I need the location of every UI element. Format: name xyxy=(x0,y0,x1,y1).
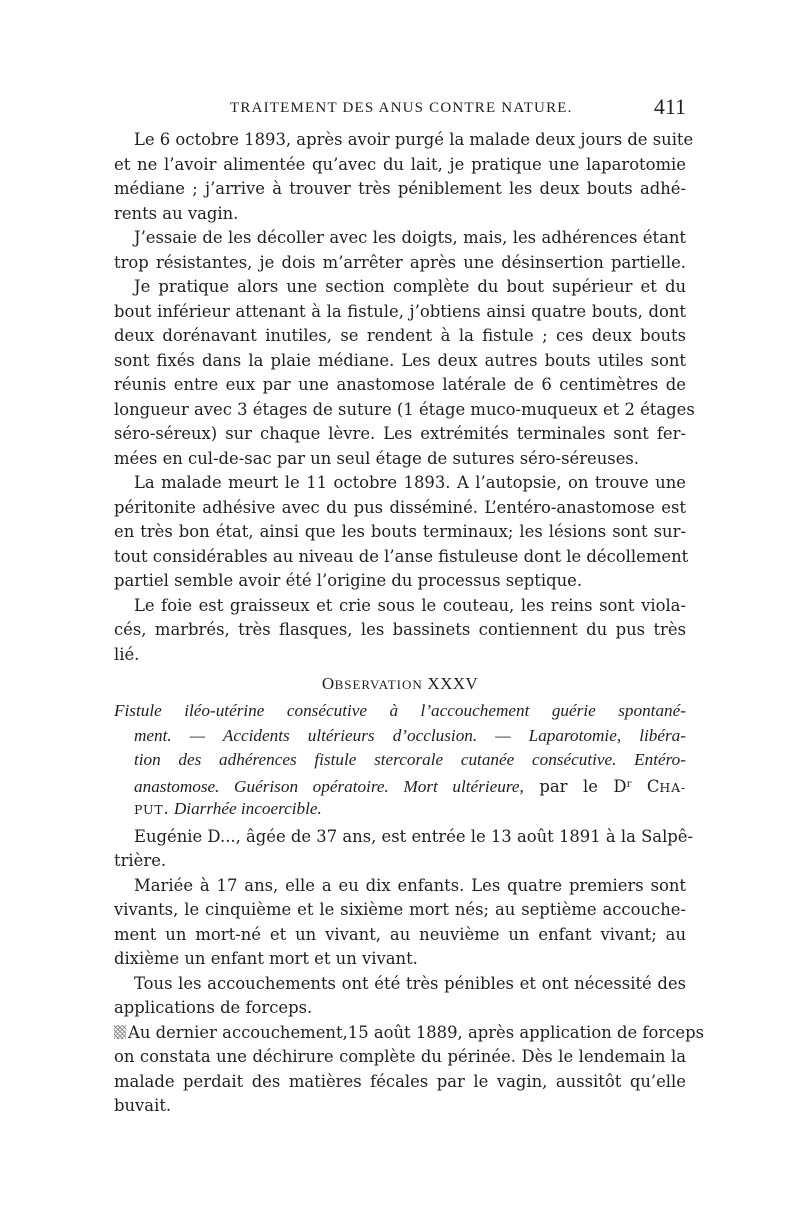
text-line: Eugénie D..., âgée de 37 ans, est entrée le 13 août 1891 à la Salpê- xyxy=(134,826,694,846)
summary-italic-part: anastomose. Guérison opératoire. Mort ultérieure, xyxy=(134,776,524,796)
text-line: Je pratique alors une section complète du bout supérieur et du xyxy=(134,277,686,296)
text-line-content: Au dernier accouchement,15 août 1889, après application de forceps xyxy=(128,1022,704,1042)
text-line: lié. xyxy=(114,644,140,664)
print-blemish-icon xyxy=(114,1025,126,1039)
summary-line: Fistule iléo-utérine consécutive à l’accouchement guérie spontané- xyxy=(114,701,686,720)
text-line: en très bon état, ainsi que les bouts terminaux; les lésions sont sur- xyxy=(114,522,686,541)
text-line: partiel semble avoir été l’origine du processus septique. xyxy=(114,571,583,590)
text-line: buvait. xyxy=(114,1096,172,1115)
summary-name-initial: C xyxy=(631,776,660,796)
text-line: trière. xyxy=(114,851,167,870)
summary-line: ment. — Accidents ultérieurs d’occlusion. — Laparotomie, libéra- xyxy=(134,725,686,745)
text-line: Le 6 octobre 1893, après avoir purgé la malade deux jours de suite xyxy=(134,130,694,149)
heading-initial: O xyxy=(321,674,335,693)
book-page xyxy=(114,94,704,1119)
page-number: 411 xyxy=(653,94,686,119)
heading-smallcaps: BSERVATION xyxy=(334,677,423,692)
text-line: vivants, le cinquième et le sixième mort nés; au septième accouche- xyxy=(114,900,686,919)
paragraph xyxy=(114,226,686,275)
summary-name-smallcaps: HA- xyxy=(659,779,686,795)
text-line: Tous les accouchements ont été très pénibles et ont nécessité des xyxy=(134,973,686,993)
text-line: on constata une déchirure complète du périnée. Dès le lendemain la xyxy=(114,1047,686,1066)
heading-number: XXXV xyxy=(427,674,479,693)
summary-line: tion des adhérences fistule stercorale cutanée consécutive. Entéro- xyxy=(134,750,686,769)
paragraph xyxy=(114,825,694,874)
text-line: deux dorénavant inutiles, se rendent à la fistule ; ces deux bouts xyxy=(114,326,686,345)
running-header xyxy=(114,94,686,126)
text-line: trop résistantes, je dois m’arrêter après une désinsertion partielle. xyxy=(114,252,686,272)
text-line: longueur avec 3 étages de suture (1 étage muco-muqueux et 2 étages xyxy=(114,399,695,419)
summary-line xyxy=(114,773,686,798)
text-line: et ne l’avoir alimentée qu’avec du lait, je pratique une laparotomie xyxy=(114,154,686,174)
text-line: tout considérables au niveau de l’anse fistuleuse dont le décollement xyxy=(114,546,689,566)
paragraph xyxy=(114,471,689,594)
running-title: TRAITEMENT DES ANUS CONTRE NATURE. xyxy=(230,100,573,116)
text-line: Le foie est graisseux et crie sous le couteau, les reins sont viola- xyxy=(134,595,686,615)
text-line: mées en cul-de-sac par un seul étage de sutures séro-séreuses. xyxy=(114,448,640,468)
text-line: cés, marbrés, très flasques, les bassinets contiennent du pus très xyxy=(114,620,686,639)
summary-line xyxy=(114,797,686,822)
text-line: sont fixés dans la plaie médiane. Les deux autres bouts utiles sont xyxy=(114,350,686,370)
text-line: séro-séreux) sur chaque lèvre. Les extrémités terminales sont fer- xyxy=(114,424,686,443)
text-line xyxy=(114,1021,704,1046)
text-line: rents au vagin. xyxy=(114,203,239,223)
paragraph xyxy=(114,128,694,226)
text-line: bout inférieur attenant à la fistule, j’obtiens ainsi quatre bouts, dont xyxy=(114,301,686,321)
summary-name-continued: PUT xyxy=(134,802,164,817)
text-line: péritonite adhésive avec du pus disséminé. L’entéro-anastomose est xyxy=(114,497,686,517)
text-line: Mariée à 17 ans, elle a eu dix enfants. Les quatre premiers sont xyxy=(134,875,686,895)
observation-heading xyxy=(114,669,686,699)
paragraph xyxy=(114,874,686,972)
text-line: malade perdait des matières fécales par le vagin, aussitôt qu’elle xyxy=(114,1071,686,1091)
summary-author-prefix: par le D xyxy=(523,776,627,796)
text-line: applications de forceps. xyxy=(114,998,313,1017)
paragraph xyxy=(114,594,686,668)
paragraph xyxy=(114,972,686,1021)
text-line: réunis entre eux par une anastomose latérale de 6 centimètres de xyxy=(114,375,686,394)
text-line: ment un mort-né et un vivant, au neuvième un enfant vivant; au xyxy=(114,924,686,944)
summary-final-italic: Diarrhée incoercible. xyxy=(173,799,322,818)
summary-period: . xyxy=(163,799,174,818)
summary-sup: r xyxy=(626,778,632,790)
text-line: médiane ; j’arrive à trouver très péniblement les deux bouts adhé- xyxy=(114,179,686,198)
observation-summary xyxy=(114,699,686,822)
text-line: La malade meurt le 11 octobre 1893. A l’autopsie, on trouve une xyxy=(134,473,686,492)
paragraph xyxy=(114,1021,704,1119)
text-line: J’essaie de les décoller avec les doigts, mais, les adhérences étant xyxy=(134,228,686,247)
paragraph xyxy=(114,275,695,471)
text-line: dixième un enfant mort et un vivant. xyxy=(114,949,418,968)
